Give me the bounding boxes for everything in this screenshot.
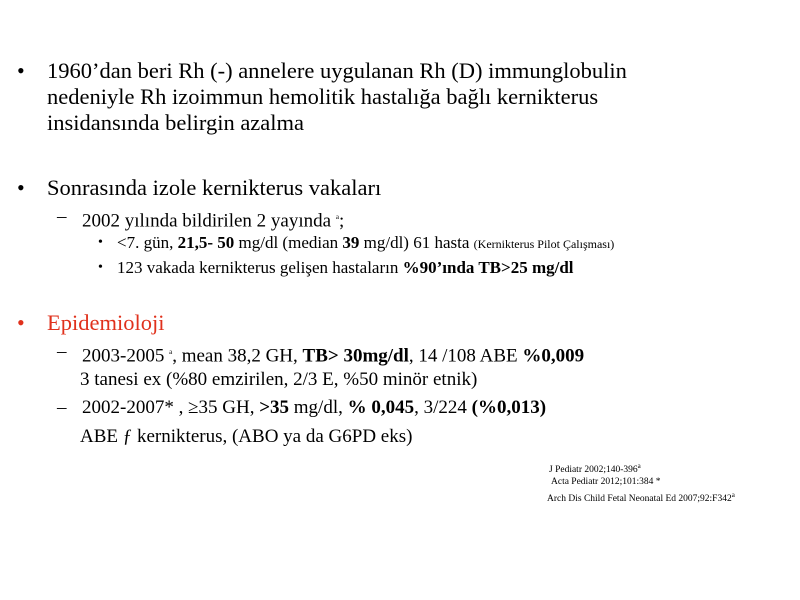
b3s2-t5: , 3/224	[414, 397, 472, 418]
b3s2-t6: (%0,013)	[471, 397, 547, 418]
bullet-3-sub-2	[82, 396, 546, 420]
footnote-mark: a	[731, 491, 735, 499]
s2-t1: 123 vakada kernikterus gelişen hastaların	[117, 258, 403, 277]
sub-1-after: ;	[338, 210, 345, 232]
bullet-3-sub-1-dash: –	[57, 341, 67, 362]
bullet-3-dot: •	[17, 310, 25, 335]
sub-bullet-1-dot: •	[98, 235, 103, 250]
reference-2: Acta Pediatr 2012;101:384 *	[551, 477, 661, 487]
s2-t2: %90’ında TB>25 mg/dl	[402, 258, 574, 277]
sub-bullet-2	[117, 257, 574, 279]
s1-t1: <7. gün,	[117, 233, 178, 252]
b3s1-t1: 2003-2005	[82, 345, 170, 367]
bullet-2-sub-1	[82, 205, 344, 233]
b3s2-t2: >35	[259, 397, 290, 418]
b3s1-t2: , mean 38,2 GH,	[172, 345, 303, 367]
b3s2-t1: 2002-2007* , ≥35 GH,	[82, 397, 260, 418]
reference-3	[547, 489, 735, 505]
bullet-3-sub-1	[82, 340, 584, 368]
s1-t5: mg/dl) 61 hasta	[359, 233, 474, 252]
bullet-1-line-1: 1960’dan beri Rh (-) annelere uygulanan Rh (D) immunglobulin	[47, 58, 627, 83]
b3s1-t5: %0,009	[522, 345, 585, 367]
bullet-3-cont-2: ABE ƒ kernikterus, (ABO ya da G6PD eks)	[80, 426, 413, 447]
b3s1-t3: TB> 30mg/dl	[302, 345, 409, 367]
footnote-mark: a	[637, 462, 641, 470]
reference-1-text: J Pediatr 2002;140-396	[549, 465, 638, 476]
reference-1	[549, 460, 641, 476]
bullet-2-sub-1-dash: –	[57, 206, 67, 227]
sub-bullet-2-dot: •	[98, 260, 103, 275]
bullet-1-dot: •	[17, 58, 25, 83]
bullet-3-cont-1: 3 tanesi ex (%80 emzirilen, 2/3 E, %50 minör etnik)	[80, 369, 478, 390]
b3s2-t3: mg/dl,	[289, 397, 348, 418]
bullet-2-text: Sonrasında izole kernikterus vakaları	[47, 175, 382, 200]
footnote-mark: a	[169, 348, 173, 356]
s1-t3: mg/dl (median	[234, 233, 343, 252]
bullet-1-line-3: insidansında belirgin azalma	[47, 110, 305, 135]
reference-3-text: Arch Dis Child Fetal Neonatal Ed 2007;92:F342	[547, 494, 732, 505]
s1-t6: (Kernikterus Pilot Çalışması)	[473, 237, 615, 251]
bullet-3-sub-2-dash: –	[57, 397, 67, 418]
b3s1-t4: , 14 /108 ABE	[408, 345, 523, 367]
bullet-3-text: Epidemioloji	[47, 310, 165, 335]
sub-bullet-1	[117, 232, 614, 255]
s1-t2: 21,5- 50	[177, 233, 235, 252]
footnote-mark: a	[335, 213, 339, 221]
sub-1-text: 2002 yılında bildirilen 2 yayında	[82, 210, 336, 232]
bullet-1-line-2: nedeniyle Rh izoimmun hemolitik hastalığa bağlı kernikterus	[47, 84, 599, 109]
bullet-2-dot: •	[17, 175, 25, 200]
s1-t4: 39	[342, 233, 360, 252]
b3s2-t4: % 0,045	[347, 397, 415, 418]
